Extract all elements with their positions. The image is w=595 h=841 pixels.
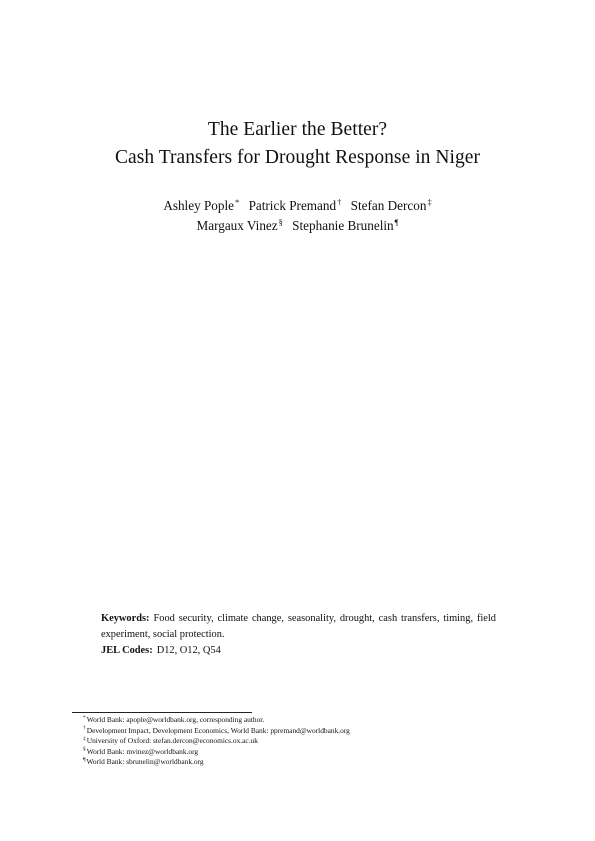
author-mark: § (278, 217, 283, 228)
footnote-item (83, 736, 533, 747)
author-name: Margaux Vinez (196, 218, 278, 233)
footnotes (83, 715, 533, 768)
author-name: Stefan Dercon (350, 198, 427, 213)
footnote-text: World Bank: apople@worldbank.org, corresponding author. (86, 715, 265, 724)
footnote-item (83, 726, 533, 737)
author-row-1 (0, 196, 595, 216)
footnote-mark: * (83, 714, 86, 721)
jel-text: D12, O12, Q54 (156, 645, 221, 656)
keywords-text: Food security, climate change, seasonality, drought, cash transfers, timing, field experiment, social protection. (101, 613, 496, 640)
footnote-text: Development Impact, Development Economics, World Bank: ppremand@worldbank.org (86, 725, 350, 735)
footnote-item (83, 757, 533, 768)
footnote-mark: ¶ (83, 756, 86, 763)
jel-label: JEL Codes: (101, 645, 153, 656)
keywords-section (101, 611, 496, 659)
keywords-label: Keywords: (101, 613, 150, 624)
footnote-text: World Bank: sbrunelin@worldbank.org (86, 757, 204, 766)
title-line-2: Cash Transfers for Drought Response in Niger (114, 147, 481, 168)
author-name: Patrick Premand (248, 198, 337, 213)
footnote-mark: § (83, 746, 86, 753)
footnote-text: World Bank: mvinez@worldbank.org (86, 746, 199, 756)
author-dercon (351, 196, 432, 216)
author-mark: ¶ (394, 217, 399, 228)
footnote-item (83, 715, 533, 726)
author-name: Ashley Pople (163, 198, 235, 213)
footnote-divider (72, 712, 252, 713)
author-list (0, 196, 595, 236)
author-mark: † (337, 197, 342, 208)
jel-codes (101, 643, 496, 659)
footnote-mark: ‡ (83, 735, 86, 742)
author-name: Stephanie Brunelin (292, 218, 394, 233)
author-mark: * (235, 197, 240, 208)
footnote-item (83, 747, 533, 758)
paper-title (0, 116, 595, 172)
author-mark: ‡ (427, 197, 432, 208)
keywords-paragraph (101, 611, 496, 643)
author-row-2 (0, 216, 595, 236)
author-pople (163, 196, 239, 216)
author-premand (249, 196, 342, 216)
author-vinez (197, 216, 283, 236)
footnote-text: University of Oxford: stefan.dercon@economics.ox.ac.uk (86, 736, 258, 745)
title-line-1: The Earlier the Better? (207, 119, 388, 140)
author-brunelin (292, 216, 398, 236)
footnote-mark: † (83, 725, 86, 732)
